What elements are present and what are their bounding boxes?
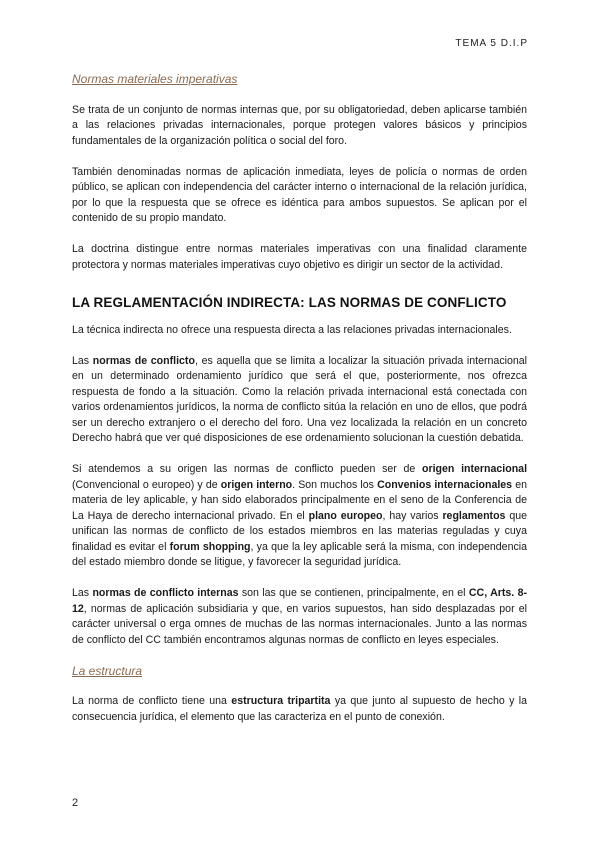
bold-term: forum shopping xyxy=(169,540,251,553)
text-run: Las xyxy=(72,587,93,599)
text-run: (Convencional o europeo) y de xyxy=(72,478,221,491)
text-run: , es aquella que se limita a localizar la situación privada internacional en un determinado ordenamiento jurídico que será el que, posteriormente, nos ofrezca respuesta de fondo a la situación. Como la relación privada internacional está conectada con varios ordenamientos jurídicos, la norma de conflicto sitúa la relación en uno de ellos, que podrá ser un derecho extranjero o el derecho del foro. Una vez localizada la relación en un concreto Derecho habrá que ver qué disposiciones de ese ordenamiento solucionan la cuestión debatida. xyxy=(72,354,528,444)
paragraph: La doctrina distingue entre normas materiales imperativas con una finalidad claramente protectora y normas materiales imperativas cuyo objetivo es dirigir un sector de la actividad. xyxy=(72,243,527,271)
paragraph: Se trata de un conjunto de normas internas que, por su obligatoriedad, deben aplicarse también a las relaciones privadas internacionales, porque protegen valores básicos y principios fundamentales de la organización política o social del foro. xyxy=(72,103,527,147)
text-run: en materia de ley aplicable, y han sido elaborados principalmente en el seno de la Conferencia de La Haya de derecho internacional privado. En el xyxy=(72,478,527,522)
bold-term: origen interno xyxy=(220,478,293,491)
document-body xyxy=(72,72,527,741)
text-run: Si atendemos a su origen las normas de conflicto pueden ser de xyxy=(72,463,423,475)
paragraph: La técnica indirecta no ofrece una respuesta directa a las relaciones privadas internacionales. xyxy=(72,323,512,336)
bold-term: normas de conflicto xyxy=(92,354,195,367)
paragraph xyxy=(72,462,527,571)
bold-term: normas de conflicto internas xyxy=(92,587,239,599)
text-run: son las que se contienen, principalmente, en el xyxy=(238,587,469,599)
bold-term: reglamentos xyxy=(442,509,506,522)
section-title-estructura: La estructura xyxy=(72,663,143,678)
section-title-normas-materiales: Normas materiales imperativas xyxy=(72,72,238,86)
bold-term: estructura tripartita xyxy=(231,695,331,707)
text-run: , ya que la ley aplicable será la misma, con independencia del estado miembro donde se litigue, y favorecer la seguridad jurídica. xyxy=(72,540,528,568)
text-run: Las xyxy=(72,354,93,367)
text-run: que unifican las normas de conflicto de los estados miembros en las materias reguladas y cuya finalidad es evitar el xyxy=(72,509,527,553)
paragraph xyxy=(72,694,527,725)
running-header: TEMA 5 D.I.P xyxy=(455,38,528,49)
page-number: 2 xyxy=(72,797,79,809)
bold-term: CC, Arts. 8-12 xyxy=(72,587,528,615)
bold-term: origen internacional xyxy=(422,463,528,475)
bold-term: plano europeo xyxy=(308,509,383,522)
text-run: La norma de conflicto tiene una xyxy=(72,695,232,707)
text-run: , normas de aplicación subsidiaria y que, en varios supuestos, han sido desplazadas por el carácter universal o erga omnes de muchas de las normas internacionales. Junto a las normas de conflicto del CC también encontramos algunas normas de conflicto en leyes especiales. xyxy=(72,602,527,646)
paragraph: También denominadas normas de aplicación inmediata, leyes de policía o normas de orden público, se aplican con independencia del carácter interno o internacional de la relación jurídica, por lo que la respuesta que se ofrece es idéntica para ambos supuestos. Se aplican por el contenido de su propio mandato. xyxy=(72,165,527,224)
text-run: , hay varios xyxy=(382,509,443,522)
paragraph xyxy=(72,354,527,447)
paragraph xyxy=(72,586,527,648)
text-run: . Son muchos los xyxy=(292,478,378,491)
bold-term: Convenios internacionales xyxy=(377,478,513,491)
text-run: ya que junto al supuesto de hecho y la consecuencia jurídica, el elemento que las caracteriza en el punto de conexión. xyxy=(72,695,527,723)
section-heading-reglamentacion: LA REGLAMENTACIÓN INDIRECTA: LAS NORMAS DE CONFLICTO xyxy=(72,295,507,310)
